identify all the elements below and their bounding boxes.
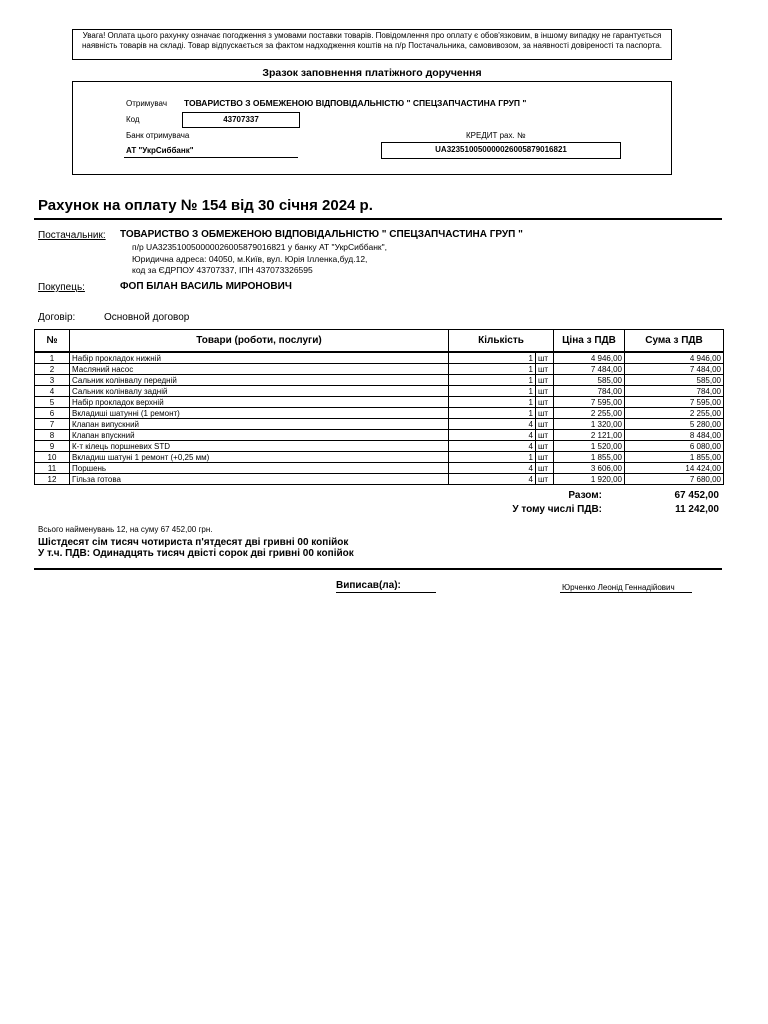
row-goods: Гільза готова bbox=[70, 474, 449, 485]
contract-label: Договір: bbox=[38, 312, 76, 323]
account-box: UA323510050000026005879016821 bbox=[381, 142, 621, 159]
row-number: 1 bbox=[35, 352, 70, 364]
row-price: 1 920,00 bbox=[554, 474, 625, 485]
row-qty: 1 bbox=[449, 352, 536, 364]
table-header-row bbox=[35, 330, 724, 353]
table-row bbox=[35, 375, 724, 386]
signature-label: Виписав(ла): bbox=[336, 580, 401, 591]
row-price: 1 320,00 bbox=[554, 419, 625, 430]
row-unit: шт bbox=[536, 364, 554, 375]
total-value: 67 452,00 bbox=[674, 490, 719, 501]
row-goods: Клапан випускний bbox=[70, 419, 449, 430]
signature-line bbox=[560, 592, 692, 593]
table-row bbox=[35, 441, 724, 452]
row-unit: шт bbox=[536, 352, 554, 364]
invoice-title: Рахунок на оплату № 154 від 30 січня 2024 р. bbox=[38, 197, 373, 214]
row-qty: 1 bbox=[449, 397, 536, 408]
table-row bbox=[35, 386, 724, 397]
row-qty: 4 bbox=[449, 463, 536, 474]
vat-label: У тому числі ПДВ: bbox=[512, 504, 602, 515]
row-sum: 4 946,00 bbox=[625, 352, 724, 364]
supplier-label: Постачальник: bbox=[38, 230, 106, 241]
row-sum: 2 255,00 bbox=[625, 408, 724, 419]
row-number: 3 bbox=[35, 375, 70, 386]
table-row bbox=[35, 364, 724, 375]
total-label: Разом: bbox=[568, 490, 602, 501]
table-row bbox=[35, 452, 724, 463]
supplier-address: Юридична адреса: 04050, м.Київ, вул. Юрія Ілленка,буд.12, bbox=[132, 254, 368, 264]
header-price: Ціна з ПДВ bbox=[554, 330, 625, 353]
row-unit: шт bbox=[536, 386, 554, 397]
row-price: 1 520,00 bbox=[554, 441, 625, 452]
supplier-codes: код за ЄДРПОУ 43707337, ІПН 437073326595 bbox=[132, 265, 313, 275]
header-goods: Товари (роботи, послуги) bbox=[70, 330, 449, 353]
row-sum: 7 595,00 bbox=[625, 397, 724, 408]
row-goods: Масляний насос bbox=[70, 364, 449, 375]
row-goods: Набір прокладок нижній bbox=[70, 352, 449, 364]
row-goods: Поршень bbox=[70, 463, 449, 474]
row-number: 10 bbox=[35, 452, 70, 463]
row-number: 7 bbox=[35, 419, 70, 430]
row-unit: шт bbox=[536, 463, 554, 474]
row-number: 8 bbox=[35, 430, 70, 441]
buyer-name: ФОП БІЛАН ВАСИЛЬ МИРОНОВИЧ bbox=[120, 281, 292, 292]
bank-underline bbox=[124, 157, 298, 158]
vat-value: 11 242,00 bbox=[675, 504, 719, 515]
code-label: Код bbox=[126, 115, 140, 124]
row-unit: шт bbox=[536, 474, 554, 485]
row-price: 1 855,00 bbox=[554, 452, 625, 463]
row-number: 2 bbox=[35, 364, 70, 375]
signature-name: Юрченко Леонід Геннадійович bbox=[562, 583, 675, 592]
row-number: 6 bbox=[35, 408, 70, 419]
bank-label: Банк отримувача bbox=[126, 131, 190, 140]
recipient-name: ТОВАРИСТВО З ОБМЕЖЕНОЮ ВІДПОВІДАЛЬНІСТЮ " СПЕЦЗАПЧАСТИНА ГРУП " bbox=[184, 98, 527, 108]
row-price: 3 606,00 bbox=[554, 463, 625, 474]
buyer-label: Покупець: bbox=[38, 282, 85, 293]
row-qty: 1 bbox=[449, 386, 536, 397]
sample-title: Зразок заповнення платіжного доручення bbox=[262, 67, 482, 79]
row-sum: 784,00 bbox=[625, 386, 724, 397]
supplier-account: п/р UA323510050000026005879016821 у банку АТ "УкрСиббанк", bbox=[132, 242, 387, 252]
row-goods: Вкладиші шатунні (1 ремонт) bbox=[70, 408, 449, 419]
summary-divider bbox=[34, 568, 722, 570]
row-price: 7 595,00 bbox=[554, 397, 625, 408]
row-qty: 4 bbox=[449, 419, 536, 430]
header-sum: Сума з ПДВ bbox=[625, 330, 724, 353]
row-qty: 1 bbox=[449, 452, 536, 463]
row-number: 9 bbox=[35, 441, 70, 452]
credit-label: КРЕДИТ рах. № bbox=[466, 131, 526, 140]
items-count-line: Всього найменувань 12, на суму 67 452,00 грн. bbox=[38, 525, 213, 534]
row-sum: 5 280,00 bbox=[625, 419, 724, 430]
signature-label-underline bbox=[336, 592, 436, 593]
row-sum: 7 484,00 bbox=[625, 364, 724, 375]
row-unit: шт bbox=[536, 452, 554, 463]
bank-name: АТ "УкрСиббанк" bbox=[126, 146, 194, 155]
row-sum: 6 080,00 bbox=[625, 441, 724, 452]
row-unit: шт bbox=[536, 430, 554, 441]
row-unit: шт bbox=[536, 397, 554, 408]
table-row bbox=[35, 463, 724, 474]
row-price: 784,00 bbox=[554, 386, 625, 397]
items-table bbox=[34, 329, 724, 485]
row-goods: Клапан впускний bbox=[70, 430, 449, 441]
row-goods: Вкладиш шатуні 1 ремонт (+0,25 мм) bbox=[70, 452, 449, 463]
row-number: 4 bbox=[35, 386, 70, 397]
row-qty: 1 bbox=[449, 364, 536, 375]
row-sum: 8 484,00 bbox=[625, 430, 724, 441]
row-qty: 4 bbox=[449, 474, 536, 485]
vat-in-words: У т.ч. ПДВ: Одинадцять тисяч двісті сорок дві гривні 00 копійок bbox=[38, 548, 354, 559]
row-qty: 1 bbox=[449, 408, 536, 419]
row-number: 12 bbox=[35, 474, 70, 485]
table-row bbox=[35, 430, 724, 441]
table-row bbox=[35, 408, 724, 419]
row-sum: 14 424,00 bbox=[625, 463, 724, 474]
row-goods: К-т кілець поршневих STD bbox=[70, 441, 449, 452]
header-no: № bbox=[35, 330, 70, 353]
row-qty: 4 bbox=[449, 430, 536, 441]
row-goods: Сальник колінвалу задній bbox=[70, 386, 449, 397]
recipient-label: Отримувач bbox=[126, 99, 167, 108]
payment-notice: Увага! Оплата цього рахунку означає погодження з умовами поставки товарів. Повідомлення про оплату є обов'язковим, в іншому випадку не гарантується наявність товарів на складі. Товар відпускається за фактом надходження коштів на п/р Постачальника, самовивозом, за наявності довіреності та паспорта. bbox=[72, 29, 672, 60]
row-qty: 1 bbox=[449, 375, 536, 386]
contract-value: Основной договор bbox=[104, 312, 190, 323]
supplier-name: ТОВАРИСТВО З ОБМЕЖЕНОЮ ВІДПОВІДАЛЬНІСТЮ " СПЕЦЗАПЧАСТИНА ГРУП " bbox=[120, 229, 523, 240]
row-price: 2 121,00 bbox=[554, 430, 625, 441]
row-price: 2 255,00 bbox=[554, 408, 625, 419]
row-number: 11 bbox=[35, 463, 70, 474]
table-row bbox=[35, 352, 724, 364]
recipient-box bbox=[72, 81, 672, 175]
row-qty: 4 bbox=[449, 441, 536, 452]
row-price: 585,00 bbox=[554, 375, 625, 386]
row-goods: Набір прокладок верхній bbox=[70, 397, 449, 408]
row-price: 7 484,00 bbox=[554, 364, 625, 375]
title-divider bbox=[34, 218, 722, 220]
row-goods: Сальник колінвалу передній bbox=[70, 375, 449, 386]
code-box: 43707337 bbox=[182, 112, 300, 128]
table-row bbox=[35, 474, 724, 485]
row-unit: шт bbox=[536, 441, 554, 452]
row-sum: 585,00 bbox=[625, 375, 724, 386]
row-unit: шт bbox=[536, 408, 554, 419]
row-sum: 7 680,00 bbox=[625, 474, 724, 485]
row-unit: шт bbox=[536, 419, 554, 430]
header-qty: Кількість bbox=[449, 330, 554, 353]
table-row bbox=[35, 397, 724, 408]
row-unit: шт bbox=[536, 375, 554, 386]
row-price: 4 946,00 bbox=[554, 352, 625, 364]
row-number: 5 bbox=[35, 397, 70, 408]
amount-in-words: Шістдесят сім тисяч чотириста п'ятдесят дві гривні 00 копійок bbox=[38, 537, 349, 548]
row-sum: 1 855,00 bbox=[625, 452, 724, 463]
table-row bbox=[35, 419, 724, 430]
